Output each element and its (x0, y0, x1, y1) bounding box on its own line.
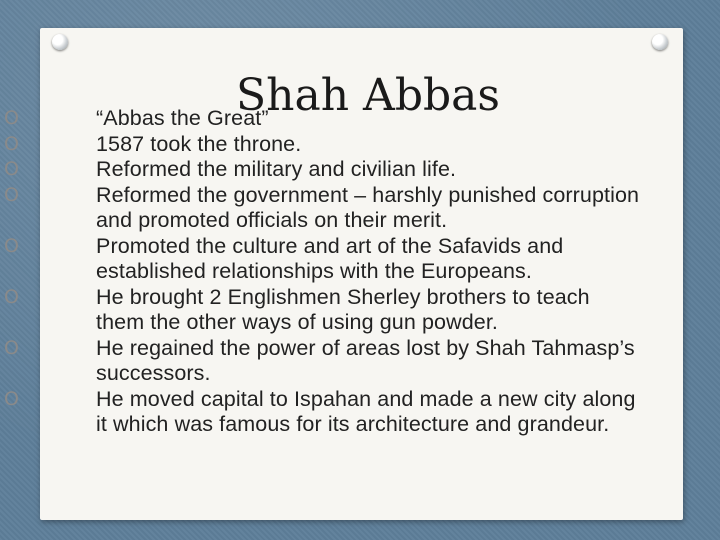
bullet-o-icon: O (4, 183, 20, 206)
bullet-text: “Abbas the Great” (96, 106, 269, 130)
bullet-o-icon: O (4, 285, 20, 308)
bullet-item (0, 183, 720, 234)
bullet-o-icon: O (4, 387, 20, 410)
bullet-item (0, 285, 720, 336)
bullet-o-icon: O (4, 158, 20, 180)
bullet-o-icon: O (4, 132, 20, 155)
bullet-item (0, 106, 720, 132)
bullet-list (0, 106, 720, 438)
bullet-item (0, 387, 720, 438)
bullet-item (0, 234, 720, 285)
pin-right-icon (652, 34, 668, 50)
bullet-item (0, 132, 720, 158)
bullet-text: Reformed the military and civilian life. (96, 157, 457, 181)
bullet-o-icon: O (4, 107, 20, 129)
bullet-text: Promoted the culture and art of the Safavids and established relationships with the Europeans. (96, 233, 564, 283)
bullet-item (0, 157, 720, 183)
bullet-o-icon: O (4, 336, 20, 359)
bullet-text: He moved capital to Ispahan and made a new city along it which was famous for its architecture and grandeur. (96, 386, 636, 436)
bullet-text: He brought 2 Englishmen Sherley brothers to teach them the other ways of using gun powder. (96, 284, 590, 334)
slide-title: Shah Abbas (236, 70, 500, 121)
pin-left-icon (52, 34, 68, 50)
bullet-o-icon: O (4, 234, 20, 257)
bullet-text: 1587 took the throne. (96, 131, 302, 156)
bullet-text: Reformed the government – harshly punished corruption and promoted officials on their merit. (96, 182, 640, 232)
bullet-item (0, 336, 720, 387)
bullet-text: He regained the power of areas lost by Shah Tahmasp’s successors. (96, 335, 635, 385)
